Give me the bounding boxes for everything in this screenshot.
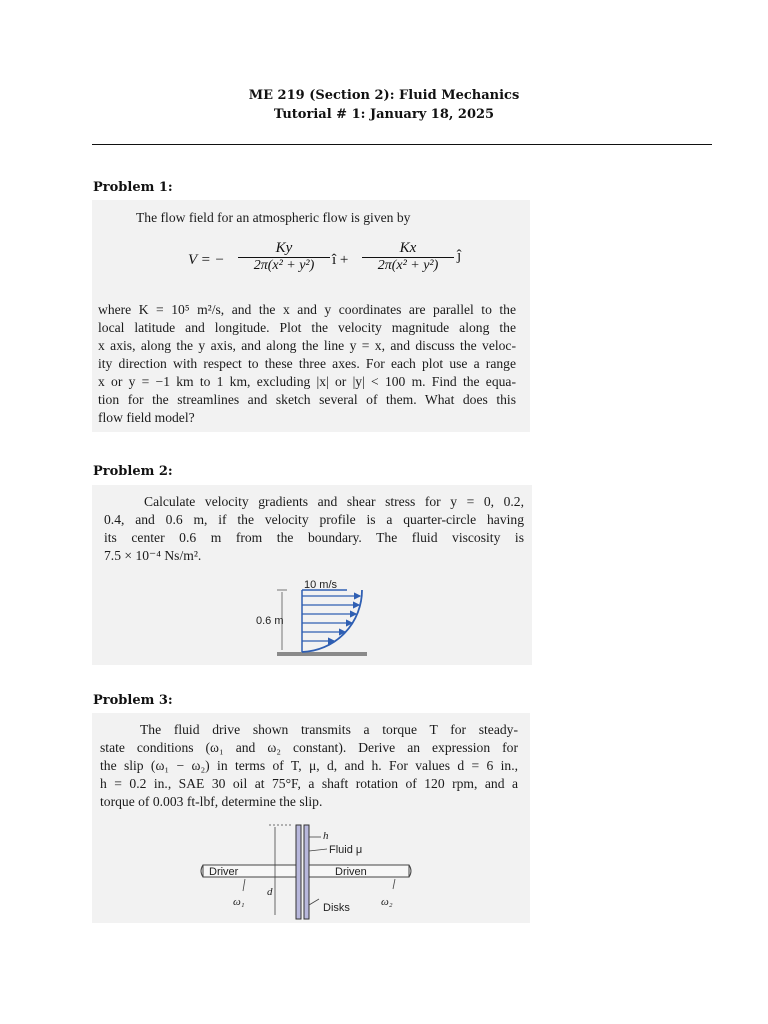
driven-label: Driven: [335, 866, 367, 878]
diameter-d-label: d: [267, 886, 273, 898]
document-title: ME 219 (Section 2): Fluid Mechanics: [248, 88, 520, 103]
omega2-label: ω₂: [381, 896, 393, 908]
velocity-equation-end: ĵ: [457, 248, 462, 264]
velocity-equation-middle: î +: [332, 252, 349, 268]
velocity-equation-fraction-2: Kx 2π(x² + y²): [362, 240, 454, 274]
velocity-label: 10 m/s: [304, 580, 338, 591]
problem-3-image: [92, 713, 530, 923]
problem-2-text: Calculate velocity gradients and shear stress for y = 0, 0.2, 0.4, and 0.6 m, if the velocity profile is a quarter-circle having its center 0.6 m from the boundary. The fluid viscosity is 7.5 × 10⁻⁴ Ns/m².: [104, 494, 524, 563]
problem-1-text: where K = 10⁵ m²/s, and the x and y coordinates are parallel to the local latitude and longitude. Plot the velocity magnitude along the x axis, along the y axis, and along the line y = x, and discuss the veloc- ity direction with respect to these three axes. For each plot use a range x or y = −1 km to 1 km, excluding |x| or |y| < 100 m. Find the equa- tion for the streamlines and sketch several of them. What does this flow field model?: [98, 302, 516, 425]
driver-disk: [296, 825, 301, 919]
omega1-label: ω₁: [233, 896, 245, 908]
problem-3-heading: Problem 3:: [93, 693, 173, 708]
height-label: 0.6 m: [256, 615, 284, 627]
fluid-drive-figure: [197, 823, 427, 923]
velocity-profile-figure: [252, 580, 382, 660]
document-subtitle: Tutorial # 1: January 18, 2025: [273, 107, 495, 122]
disks-label: Disks: [323, 902, 350, 914]
problem-2-image: [92, 485, 532, 665]
fluid-label: Fluid μ: [329, 844, 363, 856]
problem-1-heading: Problem 1:: [93, 180, 173, 195]
problem-2-heading: Problem 2:: [93, 464, 173, 479]
header-divider: [92, 144, 712, 145]
driven-disk: [304, 825, 309, 919]
velocity-profile-curve: [302, 590, 362, 652]
problem-1-image: [92, 200, 530, 432]
gap-h-label: h: [323, 830, 329, 842]
driver-label: Driver: [209, 866, 239, 878]
velocity-equation-lhs: V = −: [188, 252, 225, 268]
boundary-wall: [277, 652, 367, 656]
problem-1-intro: The flow field for an atmospheric flow is given by: [136, 210, 411, 225]
problem-3-text: The fluid drive shown transmits a torque T for steady- state conditions (ω₁ and ω₂ constant). Derive an expression for the slip (ω₁ − ω₂) in terms of T, μ, d, and h. For values d = 6 in., h = 0.2 in., SAE 30 oil at 75°F, a shaft rotation of 120 rpm, and a torque of 0.003 ft-lbf, determine the slip.: [100, 722, 518, 809]
velocity-equation-fraction-1: Ky 2π(x² + y²): [238, 240, 330, 274]
